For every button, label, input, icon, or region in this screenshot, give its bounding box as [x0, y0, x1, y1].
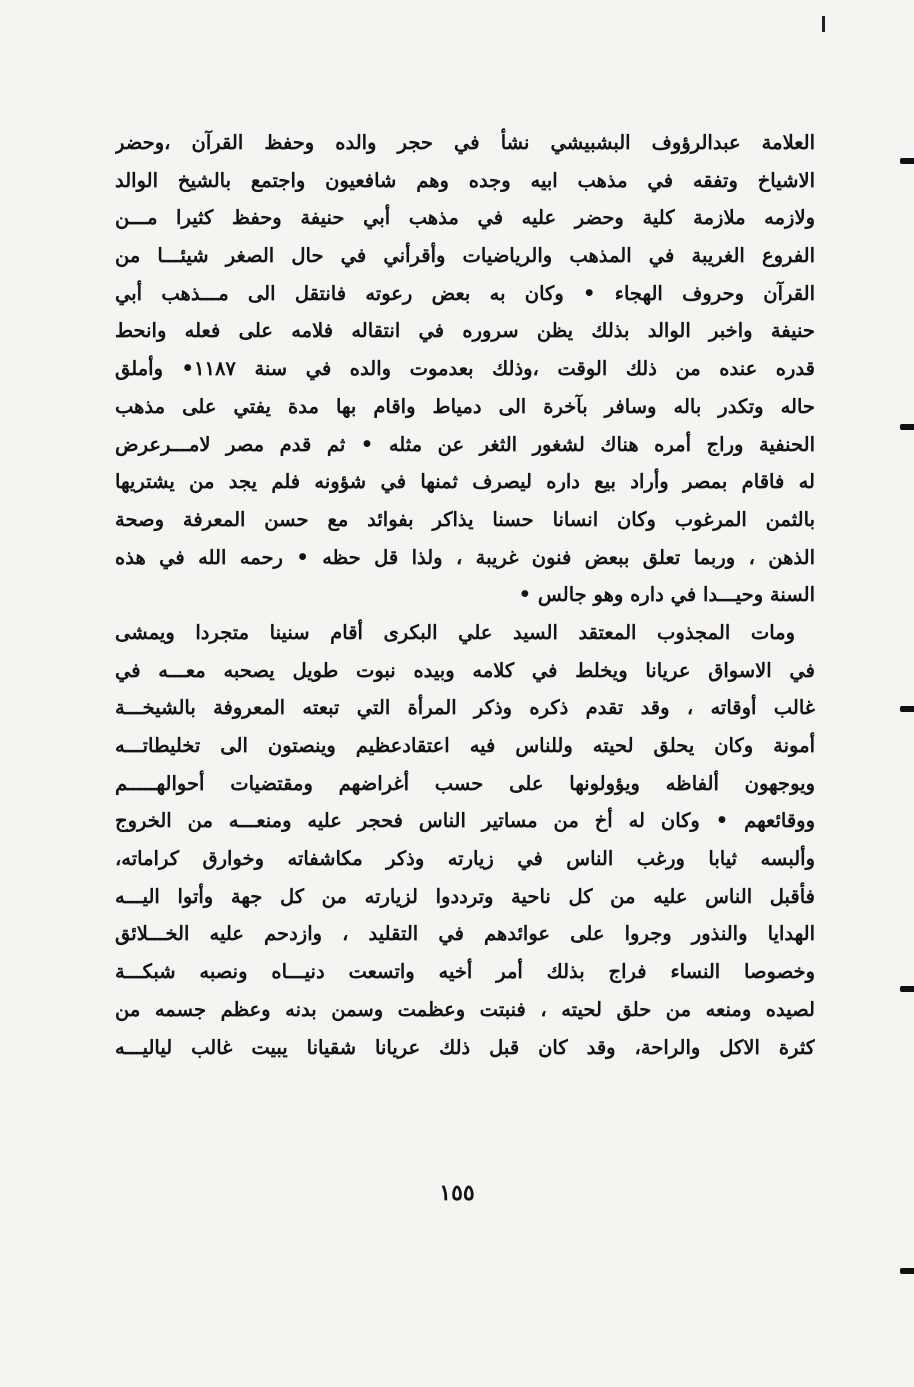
text-line: حاله وتكدر باله وسافر بآخرة الى دمياط واقام بها مدة يفتي على مذهب: [115, 394, 815, 418]
text-line: وألبسه ثيابا ورغب الناس في زيارته وذكر مكاشفاته وخوارق كراماته،: [115, 847, 815, 871]
text-line: العلامة عبدالرؤوف البشبيشي نشأ في حجر والده وحفظ القرآن ،وحضر: [115, 131, 815, 154]
scan-artifact-mark: [822, 16, 825, 32]
text-line: وخصوصا النساء فراج بذلك أمر أخيه واتسعت دنيـــاه ونصبه شبكـــة: [115, 960, 815, 984]
text-line: ومات المجذوب المعتقد السيد علي البكرى أقام سنينا متجردا ويمشى: [115, 620, 795, 644]
binding-mark: [900, 986, 914, 992]
binding-mark: [900, 706, 914, 712]
text-line: غالب أوقاته ، وقد تقدم ذكره وذكر المرأة التي تبعته المعروفة بالشيخـــة: [115, 696, 815, 720]
body-text: [115, 124, 815, 1066]
text-line: له فاقام بمصر وأراد بيع داره ليصرف ثمنها في شؤونه فلم يجد من يشتريها: [115, 470, 815, 494]
text-line: الاشياخ وتفقه في مذهب ابيه وجده وهم شافعيون واجتمع بالشيخ الوالد: [115, 168, 815, 192]
binding-mark: [900, 1268, 914, 1274]
text-line: ووقائعهم • وكان له أخ من مساتير الناس فحجر عليه ومنعـــه من الخروج: [115, 809, 815, 833]
text-line: الذهن ، وربما تعلق ببعض فنون غريبة ، ولذا قل حظه • رحمه الله في هذه: [115, 545, 815, 569]
page-number: ١٥٥: [439, 1180, 475, 1206]
text-line: أمونة وكان يحلق لحيته وللناس فيه اعتقادعظيم وينصتون الى تخليطاتـــه: [115, 734, 815, 757]
text-line: السنة وحيـــدا في داره وهو جالس •: [518, 583, 815, 607]
text-line: كثرة الاكل والراحة، وقد كان قبل ذلك عريانا شقيانا يبيت غالب لياليـــه: [115, 1035, 815, 1059]
text-line: بالثمن المرغوب وكان انسانا حسنا يذاكر بفوائد مع حسن المعرفة وصحة: [115, 507, 815, 531]
text-line: القرآن وحروف الهجاء • وكان به بعض رعوته فانتقل الى مـــذهب أبي: [115, 281, 815, 305]
text-line: في الاسواق عريانا ويخلط في كلامه وبيده نبوت طويل يصحبه معـــه في: [115, 658, 815, 682]
binding-mark: [900, 424, 914, 430]
text-line: حنيفة واخبر الوالد بذلك يظن سروره في انتقاله فلامه على فعله وانحط: [115, 319, 815, 343]
text-line: قدره عنده من ذلك الوقت ،وذلك بعدموت والده في سنة ١١٨٧• وأملق: [115, 357, 815, 381]
binding-mark: [900, 158, 914, 164]
text-line: فأقبل الناس عليه من كل ناحية وترددوا لزيارته من كل جهة وأتوا اليـــه: [115, 884, 815, 908]
text-line: ولازمه ملازمة كلية وحضر عليه في مذهب أبي حنيفة وحفظ كثيرا مـــن: [115, 206, 815, 230]
text-line: الفروع الغريبة في المذهب والرياضيات وأقرأني في حال الصغر شيئـــا من: [115, 244, 815, 268]
text-line: لصيده ومنعه من حلق لحيته ، فنبتت وعظمت وسمن بدنه وعظم جسمه من: [115, 997, 815, 1021]
text-line: ويوجهون ألفاظه ويؤولونها على حسب أغراضهم ومقتضيات أحوالهـــــم: [115, 771, 815, 795]
text-line: الهدايا والنذور وجروا على عوائدهم في التقليد ، وازدحم عليه الخـــلائق: [115, 922, 815, 946]
text-line: الحنفية وراج أمره هناك لشغور الثغر عن مثله • ثم قدم مصر لامـــرعرض: [115, 432, 815, 456]
